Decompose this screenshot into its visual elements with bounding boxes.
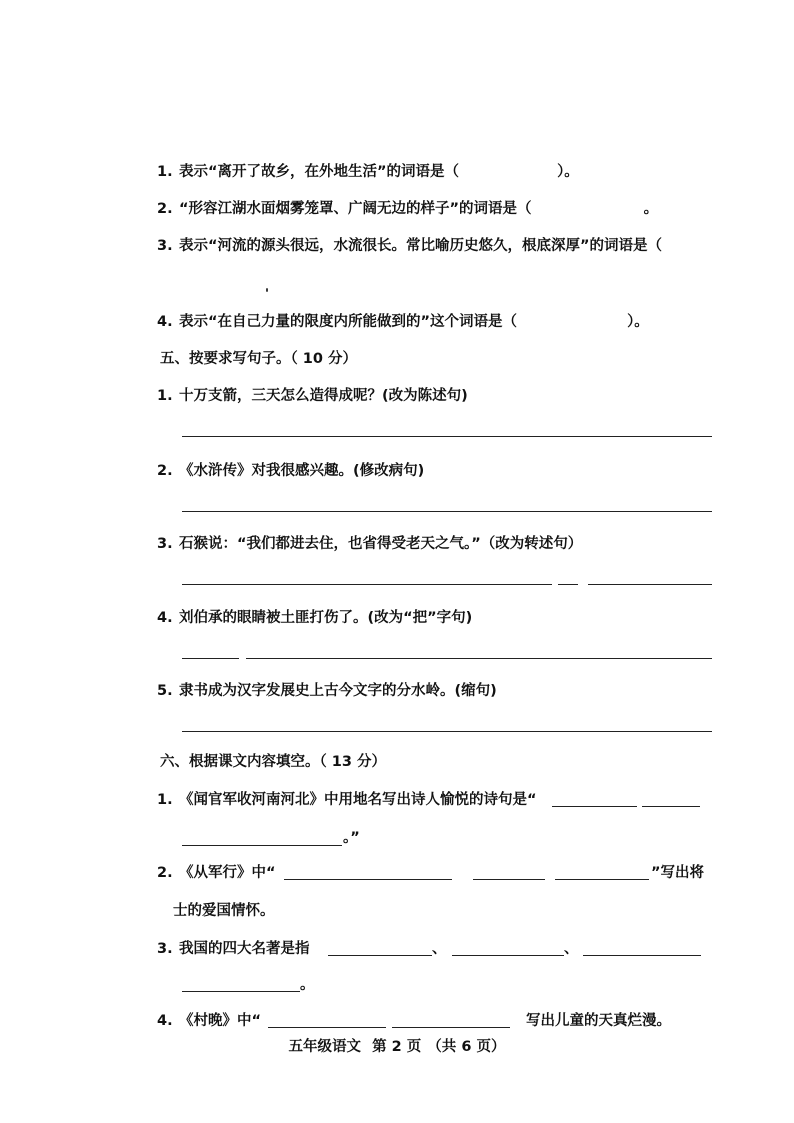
rewrite-question-1 (157, 386, 468, 406)
question-number: 2. (157, 865, 173, 881)
question-number: 1. (157, 792, 173, 808)
question-number: 3. (157, 536, 173, 552)
scan-speck (266, 288, 268, 292)
answer-line-segment (588, 584, 712, 585)
fill-question-1-end: 。” (343, 830, 360, 846)
question-number: 4. (157, 1013, 173, 1029)
question-number: 2. (157, 201, 173, 217)
question-text: 《村晚》中“ (179, 1013, 262, 1029)
question-number: 1. (157, 164, 173, 180)
fill-blank[interactable] (328, 955, 432, 956)
rewrite-question-5 (157, 681, 497, 701)
question-text: 表示“离开了故乡，在外地生活”的词语是（ (179, 164, 460, 180)
fill-question-1 (157, 790, 537, 810)
fill-question-4 (157, 1011, 261, 1031)
question-number: 2. (157, 463, 173, 479)
answer-line[interactable] (246, 658, 712, 659)
fill-question-2-cont: 士的爱国情怀。 (173, 903, 275, 919)
vocab-question-2 (157, 199, 658, 219)
fill-blank[interactable] (583, 955, 701, 956)
section-heading-5: 五、按要求写句子。（ 10 分） (160, 351, 358, 367)
footer-page: 第 2 页 (372, 1039, 422, 1055)
fill-blank[interactable] (284, 879, 452, 880)
question-number: 4. (157, 314, 173, 330)
question-text: 《闻官军收河南河北》中用地名写出诗人愉悦的诗句是“ (179, 792, 537, 808)
rewrite-question-4 (157, 608, 472, 628)
fill-blank[interactable] (452, 955, 564, 956)
answer-line-segment (558, 584, 578, 585)
fill-blank[interactable] (182, 845, 342, 846)
question-tail: 。 (643, 201, 659, 217)
answer-line[interactable] (182, 511, 712, 512)
vocab-question-1 (157, 162, 579, 182)
fill-blank[interactable] (268, 1027, 386, 1028)
question-text: 刘伯承的眼睛被土匪打伤了。(改为“把”字句) (179, 610, 473, 626)
question-text: 十万支箭，三天怎么造得成呢？(改为陈述句) (179, 388, 468, 404)
separator: 、 (432, 941, 447, 957)
footer-subject: 五年级语文 (288, 1039, 362, 1055)
fill-question-2 (157, 863, 276, 883)
rewrite-question-3 (157, 534, 582, 554)
question-number: 5. (157, 683, 173, 699)
answer-line-segment (182, 658, 239, 659)
page-footer (0, 1037, 794, 1057)
question-text: 石猴说：“我们都进去住，也省得受老天之气。”（改为转述句） (179, 536, 583, 552)
question-number: 3. (157, 238, 173, 254)
fill-question-3-end: 。 (300, 977, 315, 993)
fill-blank[interactable] (552, 806, 637, 807)
fill-blank[interactable] (473, 879, 545, 880)
rewrite-question-2 (157, 461, 424, 481)
vocab-question-4 (157, 312, 649, 332)
fill-question-4-tail: 写出儿童的天真烂漫。 (526, 1013, 671, 1029)
answer-line[interactable] (182, 584, 552, 585)
question-number: 1. (157, 388, 173, 404)
footer-total: （共 6 页） (427, 1039, 506, 1055)
question-text: 《水浒传》对我很感兴趣。(修改病句) (179, 463, 425, 479)
question-tail: ）。 (557, 164, 579, 180)
fill-question-3 (157, 939, 310, 959)
fill-blank[interactable] (642, 806, 700, 807)
question-text: 表示“在自己力量的限度内所能做到的”这个词语是（ (179, 314, 518, 330)
fill-blank[interactable] (182, 991, 300, 992)
fill-blank[interactable] (555, 879, 649, 880)
answer-line[interactable] (182, 436, 712, 437)
question-text: “形容江湖水面烟雾笼罩、广阔无边的样子”的词语是（ (179, 201, 532, 217)
question-text: 我国的四大名著是指 (179, 941, 310, 957)
question-number: 4. (157, 610, 173, 626)
question-text: 《从军行》中“ (179, 865, 276, 881)
vocab-question-3 (157, 236, 662, 256)
question-tail: ）。 (627, 314, 649, 330)
fill-blank[interactable] (392, 1027, 510, 1028)
question-text: 隶书成为汉字发展史上古今文字的分水岭。(缩句) (179, 683, 497, 699)
fill-question-2-tail: ”写出将 (651, 865, 705, 881)
separator: 、 (564, 941, 579, 957)
question-text: 表示“河流的源头很远，水流很长。常比喻历史悠久，根底深厚”的词语是（ (179, 238, 663, 254)
question-number: 3. (157, 941, 173, 957)
section-heading-6: 六、根据课文内容填空。（ 13 分） (160, 754, 387, 770)
answer-line[interactable] (182, 731, 712, 732)
